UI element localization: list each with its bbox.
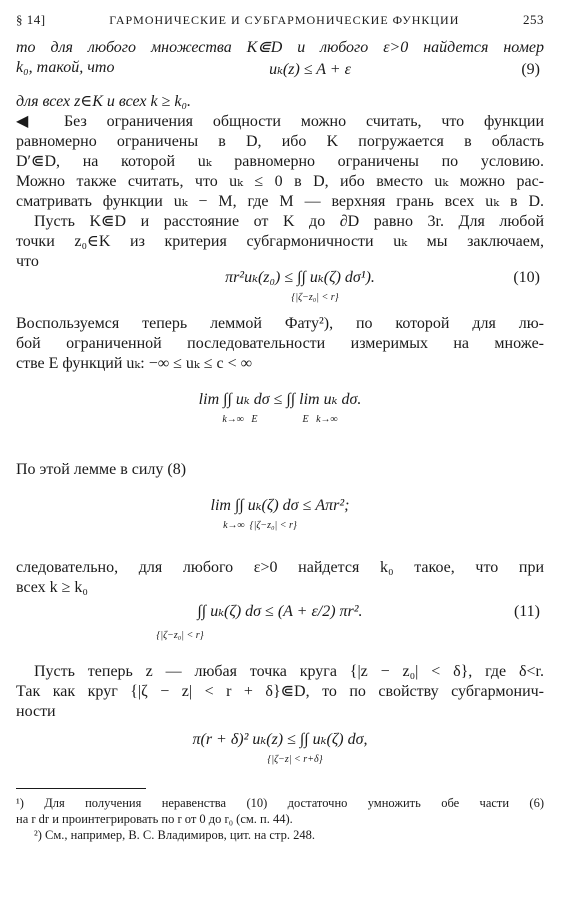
equation-subharmonic <box>16 722 544 780</box>
text-line: Пусть K⋐D и расстояние от K до ∂D равно 3r. Для любой <box>34 213 544 230</box>
equation-number: (11) <box>513 603 540 620</box>
text-line: Пусть теперь z — любая точка круга {|z − z₀| < δ}, где δ<r. <box>34 663 544 680</box>
running-title: ГАРМОНИЧЕСКИЕ И СУБГАРМОНИЧЕСКИЕ ФУНКЦИИ <box>109 13 460 27</box>
text-line: Так как круг {|ζ − z| < r + δ}⋐D, то по свойству субгармонич- <box>16 683 544 700</box>
text-line: Можно также считать, что uₖ ≤ 0 в D, ибо вместо uₖ можно рас- <box>16 173 544 190</box>
page-number: 253 <box>522 12 544 27</box>
section-number: § 14] <box>16 12 46 27</box>
page <box>16 10 544 843</box>
equation-8-limit <box>16 480 544 558</box>
text-line: k₀, такой, что <box>16 59 115 76</box>
text-line: Воспользуемся теперь леммой Фату²), по которой для лю- <box>16 315 544 332</box>
equation-number: (10) <box>513 269 540 286</box>
text-line: бой ограниченной последовательности измеримых на множе- <box>16 335 544 352</box>
integral-limits: {|ζ−z₀| < r} <box>156 630 204 641</box>
equation-10 <box>16 268 544 314</box>
text-line: точки z₀∈K из критерия субгармоничности uₖ мы заключаем, <box>16 233 544 250</box>
text-line: что <box>16 253 39 270</box>
text-line: для всех z∈K и всех k ≥ k₀. <box>16 93 192 110</box>
equation-11 <box>16 602 544 654</box>
equation-body: π(r + δ)² uₖ(z) ≤ ∫∫ uₖ(ζ) dσ, <box>192 731 368 748</box>
limit-labels: k→∞ {|ζ−z₀| < r} <box>223 520 297 531</box>
text-line: стве E функций uₖ: −∞ ≤ uₖ ≤ c < ∞ <box>16 355 253 372</box>
text-line: следовательно, для любого ε>0 найдется k₀ такое, что при <box>16 559 544 576</box>
footnotes <box>16 795 544 843</box>
footnote-line: ²) См., например, В. С. Владимиров, цит. на стр. 248. <box>34 828 315 842</box>
equation-fatou <box>16 374 544 452</box>
text-line: сматривать функции uₖ − M, где M — верхняя грань всех uₖ в D. <box>16 193 544 210</box>
running-header <box>16 10 544 32</box>
equation-body: lim ∫∫ uₖ dσ ≤ ∫∫ lim uₖ dσ. <box>198 391 362 408</box>
text-line: то для любого множества K⋐D и любого ε>0 найдется номер <box>16 39 544 56</box>
equation-body: πr²uₖ(z₀) ≤ ∫∫ uₖ(ζ) dσ¹). <box>225 269 375 286</box>
text-line: ◀ Без ограничения общности можно считать, что функции <box>16 113 544 130</box>
limit-labels: k→∞ E E k→∞ <box>222 414 338 425</box>
text-line: всех k ≥ k₀ <box>16 579 89 596</box>
footnote-rule <box>16 788 146 789</box>
text-line: ности <box>16 703 56 720</box>
equation-number: (9) <box>521 61 540 78</box>
footnote-line: на r dr и проинтегрировать по r от 0 до r₀ (см. п. 44). <box>16 812 293 826</box>
integral-limits: {|ζ−z| < r+δ} <box>267 754 323 765</box>
text-line: равномерно ограничены в D, ибо K погружается в область <box>16 133 544 150</box>
text-line: По этой лемме в силу (8) <box>16 461 187 478</box>
equation-body: ∫∫ uₖ(ζ) dσ ≤ (A + ε/2) πr². <box>197 603 363 620</box>
equation-9 <box>16 60 544 84</box>
text-line: D′⋐D, на которой uₖ равномерно ограничены по условию. <box>16 153 544 170</box>
integral-limits: {|ζ−z₀| < r} <box>291 292 339 303</box>
footnote-line: ¹) Для получения неравенства (10) достаточно умножить обе части (6) <box>16 796 544 810</box>
equation-body: uₖ(z) ≤ A + ε <box>269 61 351 78</box>
equation-body: lim ∫∫ uₖ(ζ) dσ ≤ Aπr²; <box>210 497 350 514</box>
